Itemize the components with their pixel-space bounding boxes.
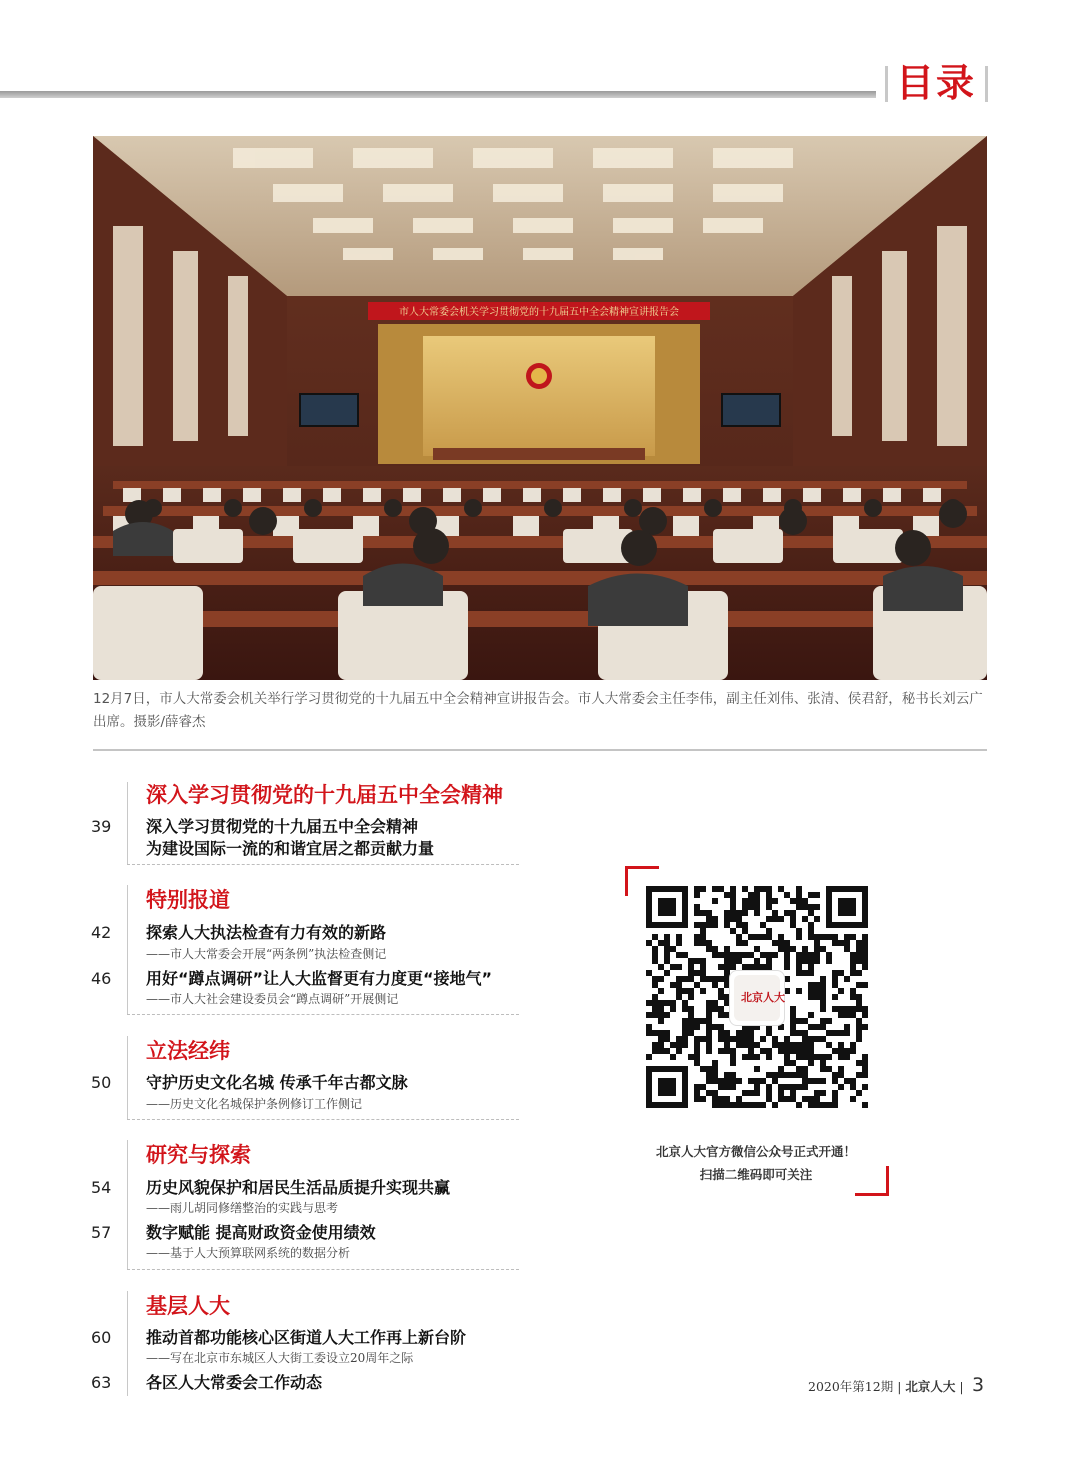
section-rule [127,1140,128,1270]
section-rule [127,782,128,864]
photo-caption: 12月7日，市人大常委会机关举行学习贯彻党的十九届五中全会精神宣讲报告会。市人大常委会主任李伟，副主任刘伟、张清、侯君舒，秘书长刘云广出席。摄影/薛睿杰 [93,691,983,730]
magazine-name: 北京人大 [905,1379,956,1394]
article-subtitle: ——写在北京市东城区人大街工委设立20周年之际 [146,1351,414,1365]
article-title[interactable]: 各区人大常委会工作动态 [146,1373,323,1392]
page-number: 60 [91,1328,112,1347]
page-footer [808,1377,964,1397]
section-heading: 研究与探索 [146,1143,251,1167]
page-number: 46 [91,969,112,988]
section-rule [127,1036,128,1119]
section-heading: 特别报道 [146,888,230,912]
qr-corner-bottom-right [886,1166,889,1196]
footer-separator: | [955,1379,964,1394]
section-bottom-rule [127,864,519,865]
section-rule [127,1291,128,1396]
qr-caption-line2: 扫描二维码即可关注 [699,1167,813,1182]
qr-logo [729,970,785,1026]
page-title: 目录 [896,61,977,105]
qr-logo-bg [734,975,785,1021]
article-title[interactable]: 数字赋能 提高财政资金使用绩效 [146,1223,376,1242]
section-bottom-rule [127,1119,519,1120]
article-title[interactable]: 用好“蹲点调研”让人大监督更有力度更“接地气” [146,969,493,988]
article-title[interactable]: 深入学习贯彻党的十九届五中全会精神 [146,817,419,836]
page-number: 57 [91,1223,112,1242]
article-title[interactable]: 守护历史文化名城 传承千年古都文脉 [146,1073,408,1092]
page-number: 39 [91,817,112,836]
section-rule [127,885,128,1015]
header-bar-left [885,66,888,102]
qr-logo-text: 北京人大 [741,991,785,1004]
article-title[interactable]: 历史风貌保护和居民生活品质提升实现共赢 [146,1178,451,1197]
section-bottom-rule [127,1269,519,1270]
issue-label: 2020年第12期 [808,1379,894,1394]
qr-caption-line1: 北京人大官方微信公众号正式开通！ [655,1144,856,1159]
section-heading: 深入学习贯彻党的十九届五中全会精神 [146,783,503,807]
header-rule [0,91,876,98]
hall-banner: 市人大常委会机关学习贯彻党的十九届五中全会精神宣讲报告会 [399,307,679,318]
article-title[interactable]: 探索人大执法检查有力有效的新路 [146,923,387,942]
qr-corner-top-left-h [625,866,659,869]
page-number: 54 [91,1178,112,1197]
qr-corner-bottom-right-h [855,1193,889,1196]
article-subtitle: ——雨儿胡同修缮整治的实践与思考 [146,1201,339,1215]
page-number: 50 [91,1073,112,1092]
section-divider [93,749,987,751]
page-number-footer: 3 [972,1374,985,1396]
article-subtitle: ——基于人大预算联网系统的数据分析 [146,1246,351,1260]
footer-separator: | [893,1379,906,1394]
header-bar-right [985,66,988,102]
article-title-line2[interactable]: 为建设国际一流的和谐宜居之都贡献力量 [146,839,435,858]
article-subtitle: ——历史文化名城保护条例修订工作侧记 [146,1097,363,1111]
page-number: 42 [91,923,112,942]
section-heading: 基层人大 [146,1294,230,1318]
page-number: 63 [91,1373,112,1392]
qr-corner-top-left [625,866,628,896]
section-bottom-rule [127,1014,519,1015]
article-subtitle: ——市人大常委会开展“两条例”执法检查侧记 [146,947,387,961]
article-title[interactable]: 推动首都功能核心区街道人大工作再上新台阶 [146,1328,467,1347]
conference-photo [93,136,987,680]
section-heading: 立法经纬 [146,1039,230,1063]
article-subtitle: ——市人大社会建设委员会“蹲点调研”开展侧记 [146,992,399,1006]
